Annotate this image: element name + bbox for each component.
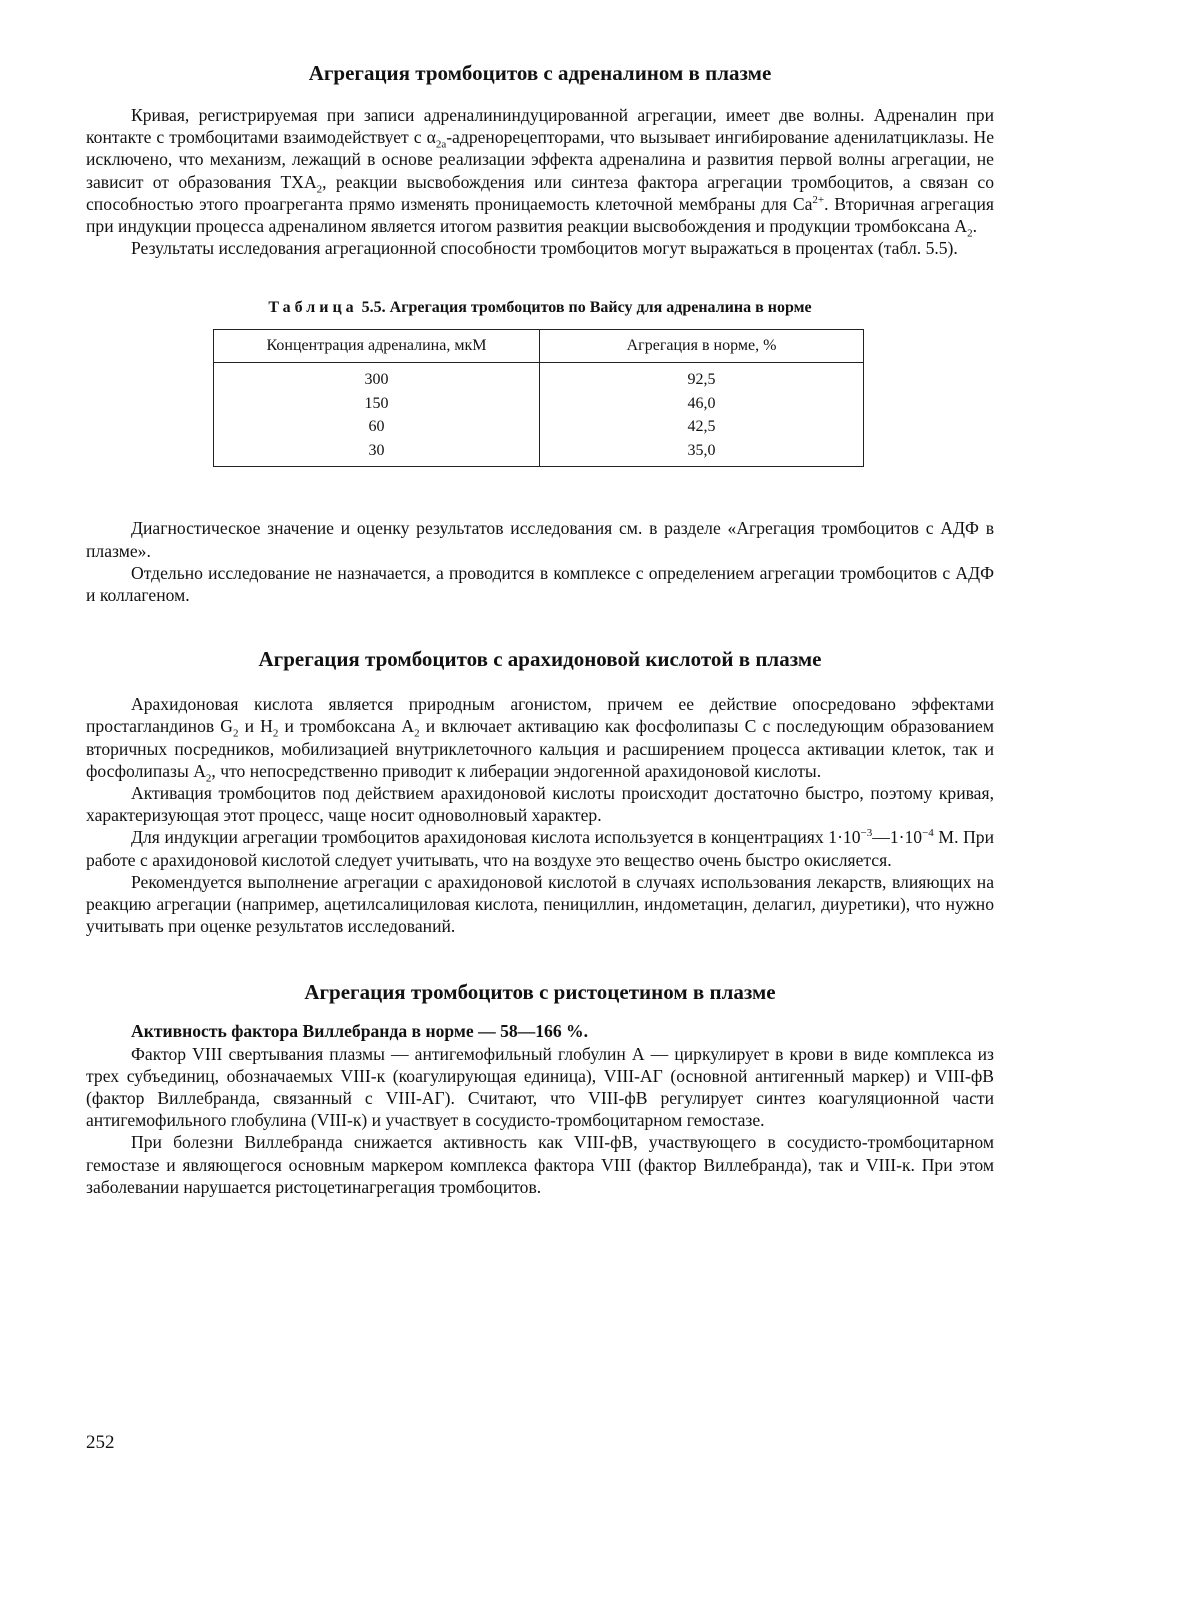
table-cell-aggregation: 42,5	[540, 415, 864, 439]
paragraph-adrenaline-2: Результаты исследования агрегационной способности тромбоцитов могут выражаться в процентах (табл. 5.5).	[131, 238, 958, 259]
section-title-arachidonic: Агрегация тромбоцитов с арахидоновой кислотой в плазме	[258, 647, 822, 672]
table-row	[214, 415, 864, 439]
paragraph-ristocetin-2: При болезни Виллебранда снижается активность как VIII-фВ, участвующего в сосудисто-тромбоцитарном гемостазе и являющегося основным маркером комплекса фактора VIII (фактор Виллебранда), так и VIII-к. При этом заболевании нарушается ристоцетинагрегация тромбоцитов.	[86, 1132, 994, 1197]
paragraph-arachidonic-4: Рекомендуется выполнение агрегации с арахидоновой кислотой в случаях использования лекарств, влияющих на реакцию агрегации (например, ацетилсалициловая кислота, пенициллин, индометацин, делагил, диуретики), что нужно учитывать при оценке результатов исследований.	[86, 871, 994, 937]
table-row	[214, 439, 864, 467]
page-number: 252	[86, 1432, 115, 1453]
paragraph-separately: Отдельно исследование не назначается, а проводится в комплексе с определением агрегации тромбоцитов с АДФ и коллагеном.	[86, 562, 994, 606]
table-cell-concentration: 30	[214, 439, 540, 467]
paragraph-arachidonic-1: Арахидоновая кислота является природным агонистом, причем ее действие опосредовано эффектами простагландинов $G_2$ и $H_2$ и тромбоксана $А_2$ и включает активацию как фосфолипазы С с последующим образованием вторичных посредников, мобилизацией внутриклеточного кальция и расширением процесса активации клеток, так и фосфолипазы $А_2$, что непосредственно приводит к либерации эндогенной арахидоновой кислоты.	[86, 694, 994, 785]
paragraph-arachidonic-3: Для индукции агрегации тромбоцитов арахидоновая кислота используется в концентрациях $1\cdot 10^{-3}—1\cdot 10^{-4}$ М. При работе с арахидоновой кислотой следует учитывать, что на воздухе это вещество очень быстро окисляется.	[86, 827, 994, 870]
table-header-concentration: Концентрация адреналина, мкМ	[214, 330, 540, 363]
table-cell-concentration: 150	[214, 392, 540, 416]
document-page	[86, 56, 994, 1198]
paragraph-adrenaline-1: Кривая, регистрируемая при записи адреналининдуцированной агрегации, имеет две волны. Адреналин при контакте с тромбоцитами взаимодействует с $\alpha_{2a}$-адренорецепторами, что вызывает ингибирование аденилатциклазы. Не исключено, что механизм, лежащий в основе реализации эффекта адреналина и развития первой волны агрегации, не зависит от образования $ТХА_2$, реакции высвобождения или синтеза фактора агрегации тромбоцитов, а связан со способностью этого проагреганта прямо изменять проницаемость клеточной мембраны для $Са^{2+}$. Вторичная агрегация при индукции процесса адреналином является итогом развития реакции высвобождения и продукции тромбоксана $А_2$.	[86, 105, 994, 240]
table-cell-aggregation: 46,0	[540, 392, 864, 416]
section-title-adrenaline: Агрегация тромбоцитов с адреналином в плазме	[308, 61, 772, 85]
adrenaline-table	[213, 329, 864, 467]
table-row	[214, 363, 864, 392]
table-row	[214, 392, 864, 416]
paragraph-arachidonic-2: Активация тромбоцитов под действием арахидоновой кислоты происходит достаточно быстро, поэтому кривая, характеризующая этот процесс, чаще носит одноволновый характер.	[86, 783, 994, 826]
table-cell-aggregation: 35,0	[540, 439, 864, 467]
paragraph-ristocetin-1: Фактор VIII свертывания плазмы — антигемофильный глобулин А — циркулирует в крови в виде комплекса из трех субъединиц, обозначаемых VIII-к (коагулирующая единица), VIII-АГ (основной антигенный маркер) и VIII-фВ (фактор Виллебранда, связанный с VIII-АГ). Считают, что VIII-фВ регулирует синтез коагуляционной части антигемофильного глобулина (VIII-к) и участвует в сосудисто-тромбоцитарном гемостазе.	[86, 1043, 994, 1131]
norm-statement: Активность фактора Виллебранда в норме — 58—166 %.	[131, 1021, 589, 1042]
table-cell-aggregation: 92,5	[540, 363, 864, 392]
table-caption: Таблица 5.5. Агрегация тромбоцитов по Вайсу для адреналина в норме	[268, 299, 812, 317]
table-cell-concentration: 60	[214, 415, 540, 439]
table-cell-concentration: 300	[214, 363, 540, 392]
section-title-ristocetin: Агрегация тромбоцитов с ристоцетином в плазме	[304, 980, 776, 1005]
paragraph-diagnostic: Диагностическое значение и оценку результатов исследования см. в разделе «Агрегация тромбоцитов с АДФ в плазме».	[86, 518, 994, 561]
table-header-aggregation: Агрегация в норме, %	[540, 330, 864, 363]
